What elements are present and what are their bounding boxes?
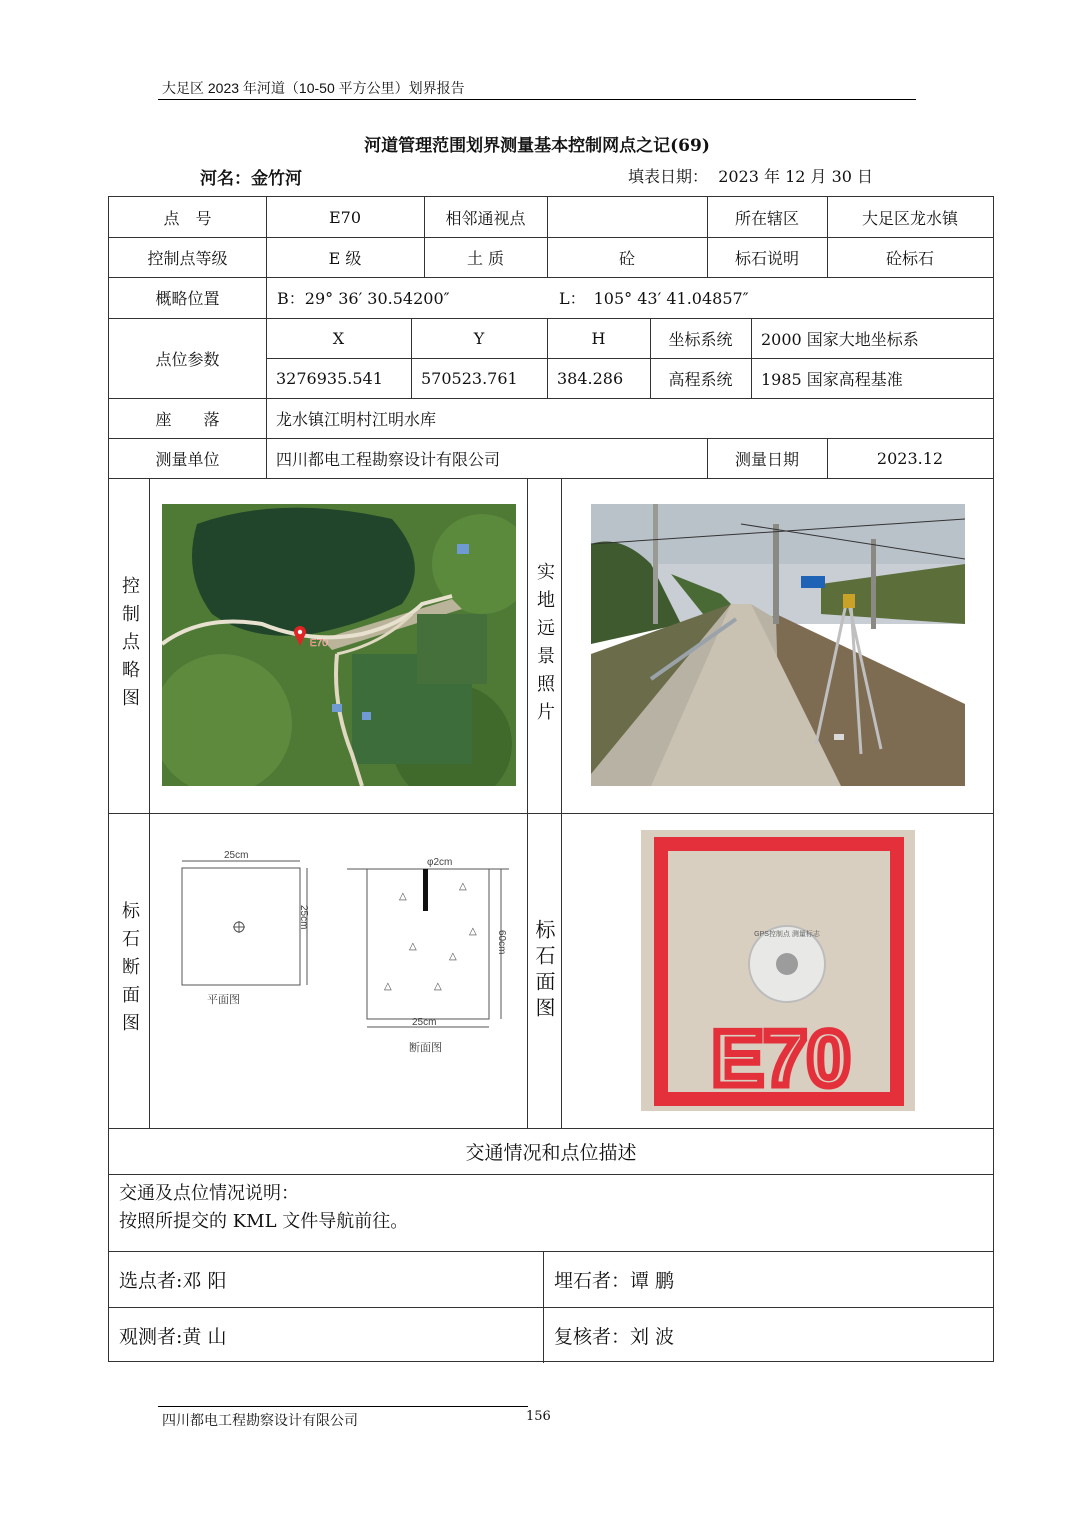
survey-date: 2023.12 bbox=[876, 448, 944, 468]
map-marker-label: E70 bbox=[310, 638, 328, 649]
footer-company: 四川都电工程勘察设计有限公司 bbox=[162, 1413, 358, 1429]
soil-label: 土 质 bbox=[466, 248, 505, 268]
sketch-label: 控制点略图 bbox=[119, 575, 140, 716]
adjacent-value bbox=[547, 197, 707, 237]
footer-rule bbox=[158, 1406, 528, 1407]
height-sys: 1985 国家高程基准 bbox=[761, 369, 903, 389]
traffic-line-1: 交通及点位情况说明： bbox=[119, 1183, 299, 1204]
section-depth-dim: 60cm bbox=[496, 930, 507, 955]
h-label: H bbox=[591, 328, 606, 348]
traffic-line-2: 按照所提交的 KML 文件导航前往。 bbox=[119, 1211, 409, 1232]
marker-label: 标石说明 bbox=[734, 248, 799, 268]
field-photo bbox=[591, 504, 965, 786]
x-label: X bbox=[332, 328, 345, 348]
plan-caption: 平面图 bbox=[207, 994, 240, 1006]
unit: 四川都电工程勘察设计有限公司 bbox=[276, 449, 501, 469]
grade-label: 控制点等级 bbox=[147, 248, 228, 268]
svg-text:△: △ bbox=[449, 951, 457, 962]
unit-label: 测量单位 bbox=[155, 449, 220, 469]
svg-text:△: △ bbox=[459, 881, 467, 892]
adjacent-label: 相邻通视点 bbox=[445, 208, 526, 228]
location-label: 概略位置 bbox=[155, 289, 220, 308]
x-value: 3276935.541 bbox=[276, 368, 383, 388]
river-name: 河名：金竹河 bbox=[200, 169, 302, 189]
checker: 复核者：刘 波 bbox=[554, 1325, 675, 1348]
section-phi-dim: φ2cm bbox=[427, 857, 453, 868]
grade: E 级 bbox=[328, 248, 362, 268]
svg-text:△: △ bbox=[434, 981, 442, 992]
plan-width-dim: 25cm bbox=[224, 850, 249, 861]
photo-label: 实地远景照片 bbox=[534, 561, 555, 730]
h-value: 384.286 bbox=[557, 368, 624, 388]
svg-text:△: △ bbox=[409, 941, 417, 952]
district: 大足区龙水镇 bbox=[861, 208, 958, 228]
observer: 观测者:黄 山 bbox=[119, 1325, 227, 1348]
fill-date: 填表日期： 2023 年 12 月 30 日 bbox=[628, 167, 874, 186]
section-caption: 断面图 bbox=[409, 1042, 442, 1054]
site: 龙水镇江明村江明水库 bbox=[276, 409, 437, 429]
report-header: 大足区 2023 年河道（10-50 平方公里）划界报告 bbox=[162, 80, 465, 96]
params-label: 点位参数 bbox=[155, 349, 220, 369]
latitude: B：29° 36′ 30.54200″ bbox=[277, 289, 450, 308]
header-rule bbox=[158, 99, 916, 100]
burier: 埋石者：谭 鹏 bbox=[554, 1269, 675, 1292]
soil: 砼 bbox=[618, 248, 635, 268]
page-title: 河道管理范围划界测量基本控制网点之记(69) bbox=[364, 136, 710, 156]
stone-number: E70 bbox=[711, 1014, 851, 1102]
stone-surface-photo bbox=[641, 830, 915, 1111]
height-sys-label: 高程系统 bbox=[668, 369, 733, 389]
satellite-map bbox=[162, 504, 516, 786]
control-point-table bbox=[108, 196, 994, 1362]
longitude: L： 105° 43′ 41.04857″ bbox=[559, 289, 749, 308]
svg-text:△: △ bbox=[399, 891, 407, 902]
coord-sys-label: 坐标系统 bbox=[668, 329, 733, 349]
svg-text:△: △ bbox=[469, 926, 477, 937]
section-width-dim: 25cm bbox=[412, 1017, 437, 1028]
coord-sys: 2000 国家大地坐标系 bbox=[761, 329, 919, 349]
plan-height-dim: 25cm bbox=[298, 905, 309, 930]
district-label: 所在辖区 bbox=[734, 208, 799, 228]
section-label: 标石断面图 bbox=[119, 900, 140, 1041]
surface-label: 标石面图 bbox=[532, 918, 556, 1023]
disk-text: GPS控制点 测量标志 bbox=[754, 931, 820, 938]
page-number: 156 bbox=[526, 1409, 551, 1424]
stone-section-drawing bbox=[169, 849, 519, 1109]
traffic-title: 交通情况和点位描述 bbox=[465, 1141, 637, 1164]
y-label: Y bbox=[473, 328, 485, 348]
site-label: 座 落 bbox=[155, 409, 220, 429]
selector: 选点者:邓 阳 bbox=[119, 1269, 227, 1292]
survey-date-label: 测量日期 bbox=[734, 449, 799, 469]
y-value: 570523.761 bbox=[421, 368, 518, 388]
point-no-label: 点 号 bbox=[163, 208, 212, 228]
svg-text:△: △ bbox=[384, 981, 392, 992]
marker: 砼标石 bbox=[885, 248, 934, 268]
point-no: E70 bbox=[328, 207, 362, 227]
